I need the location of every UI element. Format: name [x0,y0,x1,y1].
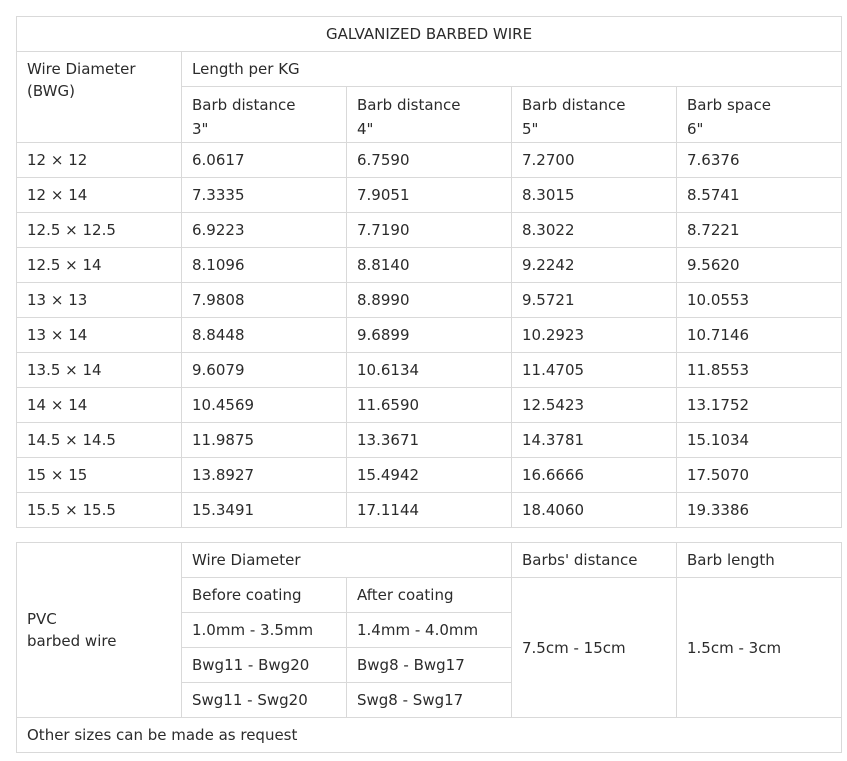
length-per-kg-cell: 9.2242 [512,248,677,283]
length-per-kg-cell: 8.8990 [347,283,512,318]
wire-diameter-cell: 13 × 13 [17,283,182,318]
pvc-barbed-wire-table [16,542,842,753]
table-title: GALVANIZED BARBED WIRE [17,17,842,52]
length-per-kg-cell: 11.6590 [347,388,512,423]
header-line: 6" [687,120,704,138]
wire-diameter-cell: 12 × 14 [17,178,182,213]
table-row [17,423,842,458]
barbs-distance-header: Barbs' distance [512,543,677,578]
length-per-kg-cell: 11.8553 [677,353,842,388]
length-per-kg-cell: 7.9808 [182,283,347,318]
barb-distance-4-header [347,87,512,143]
length-per-kg-cell: 17.5070 [677,458,842,493]
length-per-kg-cell: 8.7221 [677,213,842,248]
pvc-barbed-wire-label [17,543,182,718]
table-row [17,178,842,213]
length-per-kg-cell: 10.2923 [512,318,677,353]
barb-distance-3-header [182,87,347,143]
length-per-kg-cell: 10.7146 [677,318,842,353]
length-per-kg-cell: 15.1034 [677,423,842,458]
table-row [17,213,842,248]
length-per-kg-cell: 7.3335 [182,178,347,213]
length-per-kg-cell: 10.4569 [182,388,347,423]
length-per-kg-cell: 7.7190 [347,213,512,248]
header-line: Barb distance [522,96,626,114]
wire-diameter-cell: 15 × 15 [17,458,182,493]
barb-space-6-header [677,87,842,143]
length-per-kg-cell: 18.4060 [512,493,677,528]
length-per-kg-cell: 7.6376 [677,143,842,178]
length-per-kg-cell: 6.0617 [182,143,347,178]
header-line: 3" [192,120,209,138]
length-per-kg-cell: 17.1144 [347,493,512,528]
length-per-kg-cell: 12.5423 [512,388,677,423]
wire-diameter-cell: 12.5 × 14 [17,248,182,283]
length-per-kg-cell: 11.4705 [512,353,677,388]
after-coating-header: After coating [347,578,512,613]
table-cell: Swg11 - Swg20 [182,683,347,718]
table-row [17,283,842,318]
length-per-kg-cell: 10.6134 [347,353,512,388]
wire-diameter-cell: 15.5 × 15.5 [17,493,182,528]
wire-diameter-cell: 13.5 × 14 [17,353,182,388]
length-per-kg-cell: 8.5741 [677,178,842,213]
length-per-kg-cell: 8.8448 [182,318,347,353]
length-per-kg-cell: 19.3386 [677,493,842,528]
length-per-kg-cell: 14.3781 [512,423,677,458]
length-per-kg-cell: 7.9051 [347,178,512,213]
footer-note: Other sizes can be made as request [17,718,842,753]
header-line: (BWG) [27,82,75,100]
table-row [17,493,842,528]
length-per-kg-cell: 6.9223 [182,213,347,248]
before-coating-header: Before coating [182,578,347,613]
length-per-kg-cell: 9.5721 [512,283,677,318]
table-cell: Bwg11 - Bwg20 [182,648,347,683]
wire-diameter-cell: 14.5 × 14.5 [17,423,182,458]
wire-diameter-cell: 14 × 14 [17,388,182,423]
table-row [17,248,842,283]
length-per-kg-cell: 15.4942 [347,458,512,493]
length-per-kg-cell: 13.8927 [182,458,347,493]
length-per-kg-cell: 11.9875 [182,423,347,458]
length-per-kg-cell: 8.8140 [347,248,512,283]
length-per-kg-cell: 9.5620 [677,248,842,283]
length-per-kg-cell: 13.1752 [677,388,842,423]
length-per-kg-cell: 13.3671 [347,423,512,458]
barbs-distance-value: 7.5cm - 15cm [512,578,677,718]
wire-diameter-cell: 12 × 12 [17,143,182,178]
length-per-kg-cell: 6.7590 [347,143,512,178]
table-row [17,318,842,353]
table-cell: 1.0mm - 3.5mm [182,613,347,648]
barb-distance-5-header [512,87,677,143]
wire-diameter-cell: 12.5 × 12.5 [17,213,182,248]
table-cell: Swg8 - Swg17 [347,683,512,718]
length-per-kg-cell: 9.6899 [347,318,512,353]
length-per-kg-cell: 9.6079 [182,353,347,388]
length-per-kg-cell: 8.3015 [512,178,677,213]
table-row [17,353,842,388]
wire-diameter-cell: 13 × 14 [17,318,182,353]
galvanized-barbed-wire-table [16,16,842,528]
header-line: Barb distance [357,96,461,114]
table-row [17,143,842,178]
table-row [17,388,842,423]
length-per-kg-header: Length per KG [182,52,842,87]
table-cell: 1.4mm - 4.0mm [347,613,512,648]
length-per-kg-cell: 10.0553 [677,283,842,318]
wire-diameter-header [17,52,182,143]
header-line: 5" [522,120,539,138]
length-per-kg-cell: 16.6666 [512,458,677,493]
table-row [17,458,842,493]
header-line: Barb distance [192,96,296,114]
length-per-kg-cell: 8.1096 [182,248,347,283]
length-per-kg-cell: 8.3022 [512,213,677,248]
header-line: Wire Diameter [27,60,136,78]
barb-length-value: 1.5cm - 3cm [677,578,842,718]
header-line: Barb space [687,96,771,114]
length-per-kg-cell: 7.2700 [512,143,677,178]
table-cell: Bwg8 - Bwg17 [347,648,512,683]
label-line: barbed wire [27,632,117,650]
length-per-kg-cell: 15.3491 [182,493,347,528]
wire-diameter-header: Wire Diameter [182,543,512,578]
label-line: PVC [27,610,57,628]
barb-length-header: Barb length [677,543,842,578]
header-line: 4" [357,120,374,138]
